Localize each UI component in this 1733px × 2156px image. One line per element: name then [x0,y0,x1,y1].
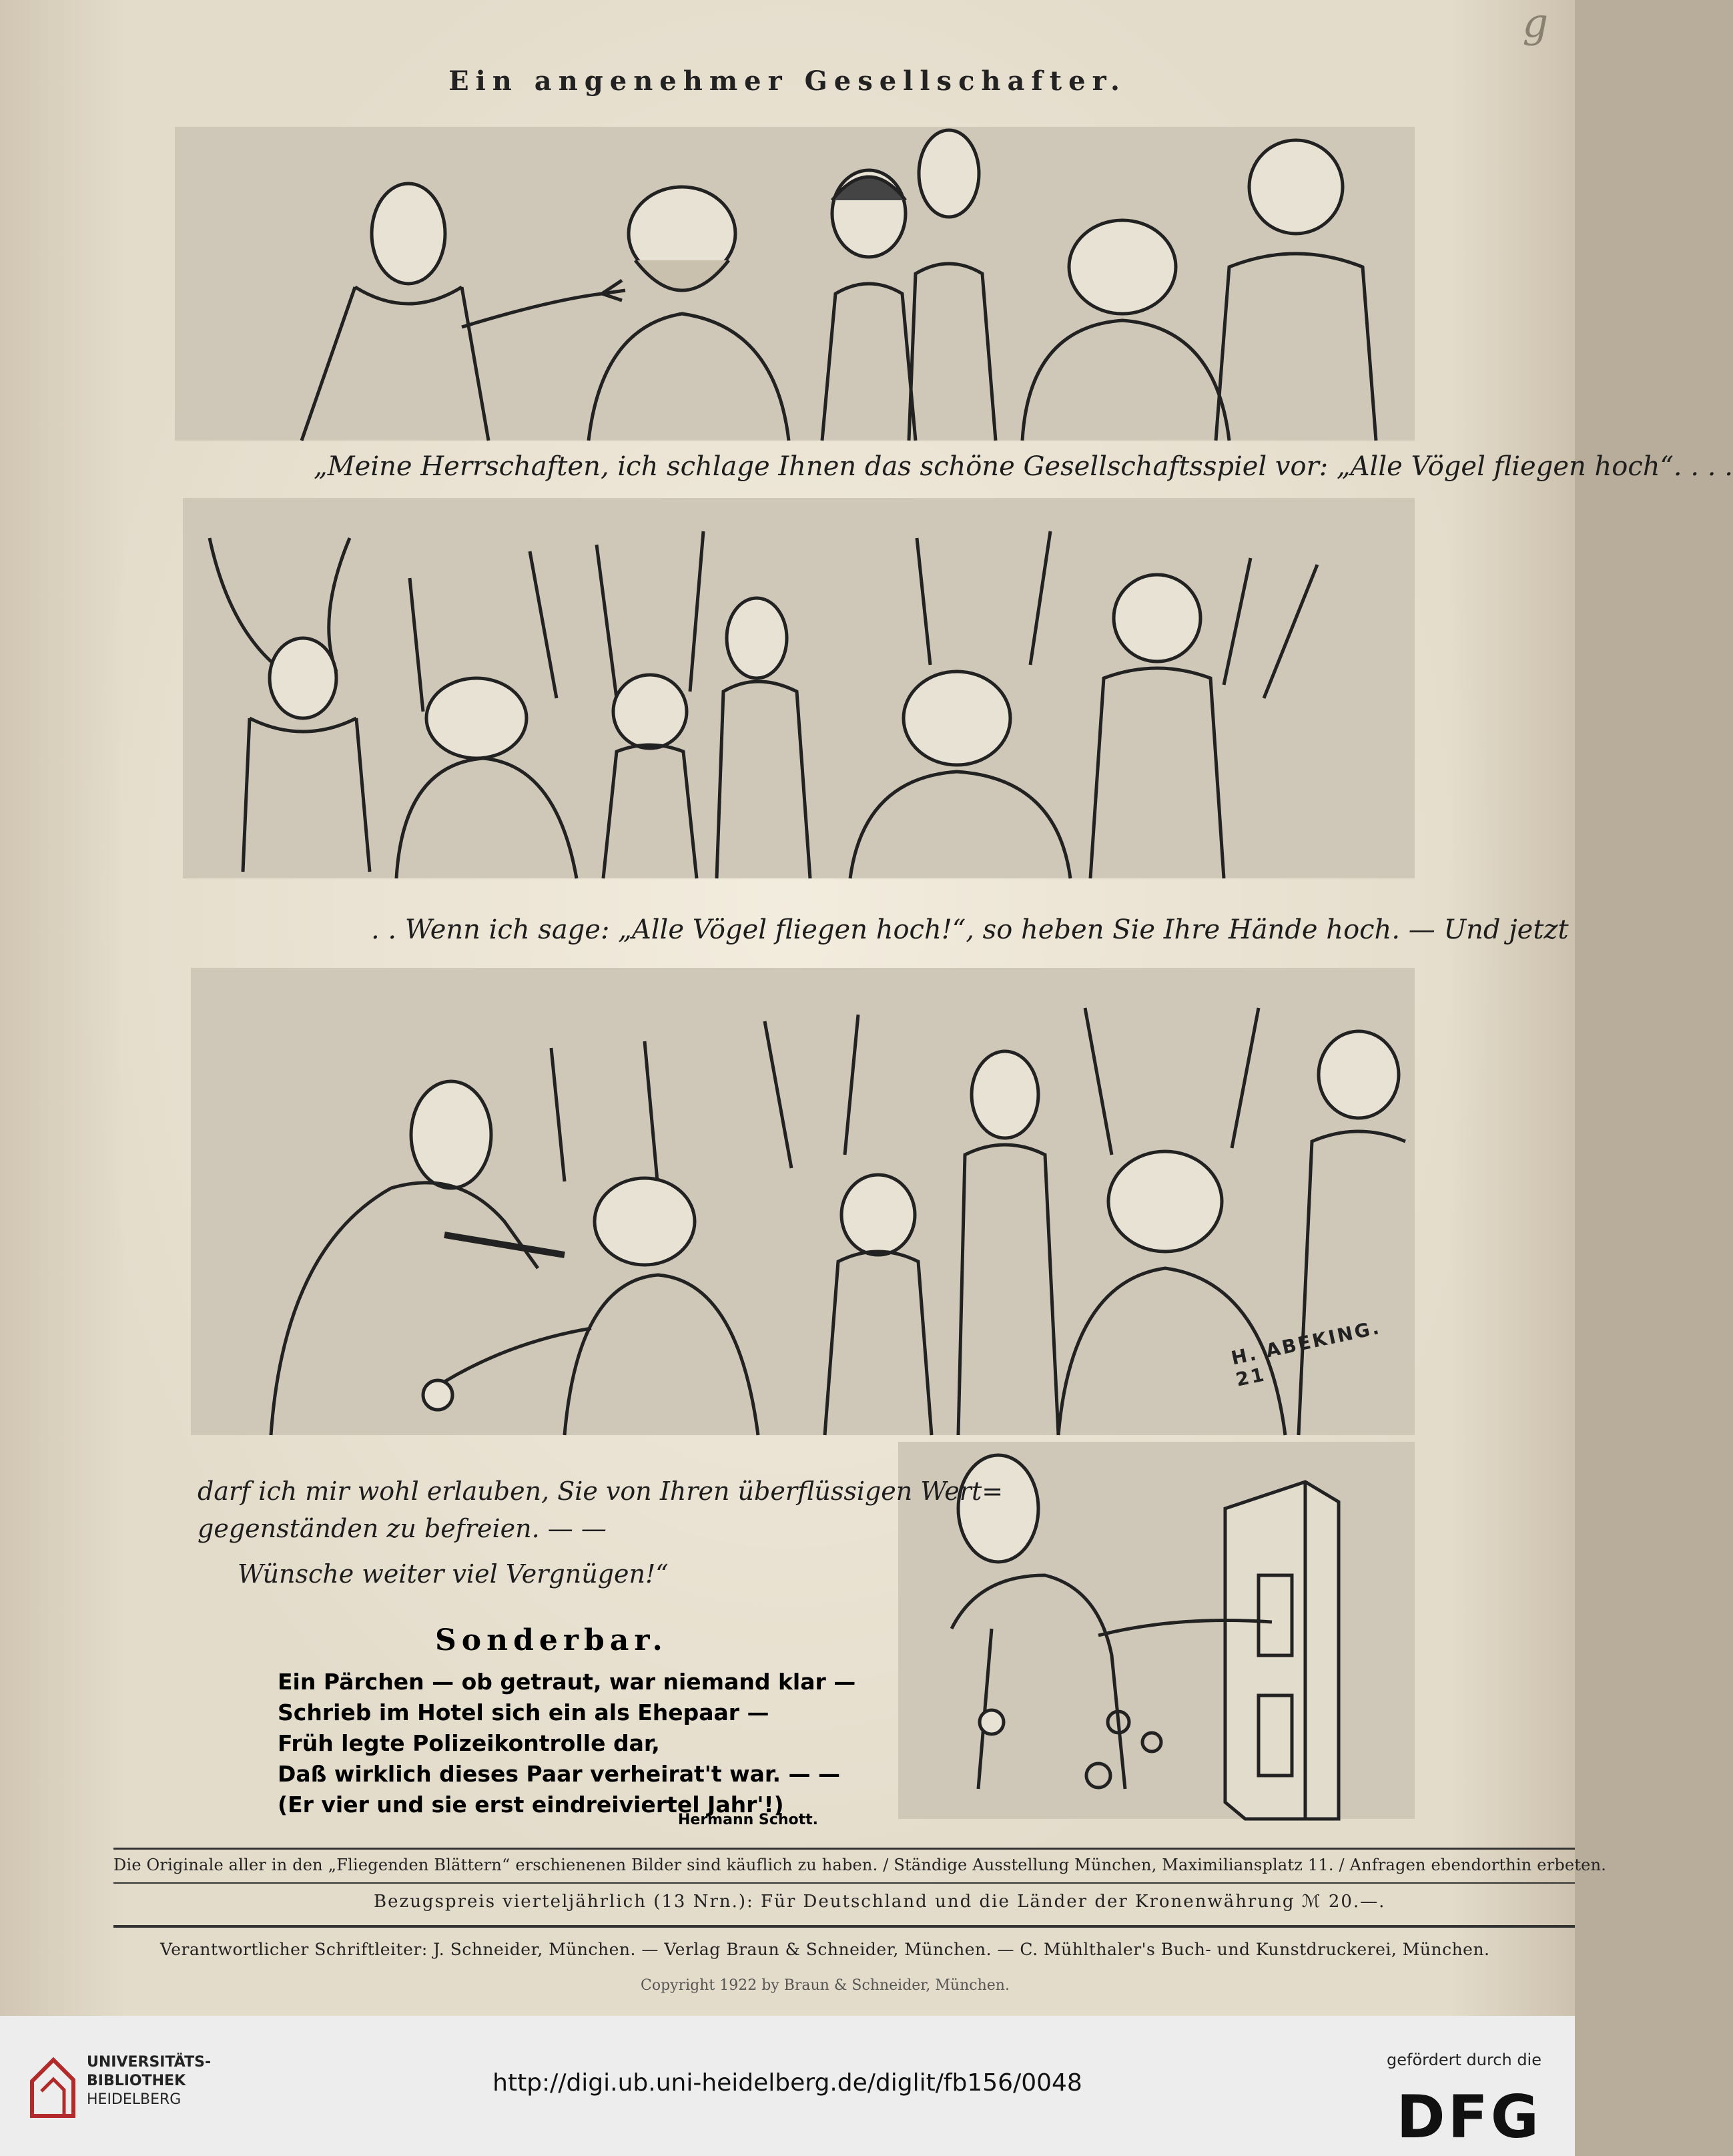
footer-rule-top [113,1848,1575,1850]
library-name-line: BIBLIOTHEK [87,2073,186,2089]
cartoon-illustration-2 [183,498,1415,878]
poem-line: Ein Pärchen — ob getraut, war niemand klar — [278,1669,856,1695]
page-title: Ein angenehmer Gesellschafter. [448,65,1126,97]
viewer-footer-bar [0,2016,1575,2156]
poem-title: Sonderbar. [435,1623,668,1657]
cartoon-illustration-1 [175,127,1415,441]
continuation-line: darf ich mir wohl erlauben, Sie von Ihren überflüssigen Wert= [198,1476,1004,1506]
cartoon-panel-1 [175,127,1415,441]
footer-subscription: Bezugspreis vierteljährlich (13 Nrn.): Für Deutschland und die Länder der Kronenwährung ℳ 20.—. [374,1892,1386,1912]
dfg-logo: DFG [1396,2083,1541,2151]
poem-author: Hermann Schott. [678,1812,818,1828]
footer-rule-middle [113,1882,1575,1884]
poem-line: Früh legte Polizeikontrolle dar, [278,1730,660,1756]
poem-line: Daß wirklich dieses Paar verheirat't war. — — [278,1761,841,1787]
cartoon-illustration-3 [191,968,1415,1435]
continuation-text [198,1472,1003,1593]
library-name-line: HEIDELBERG [87,2091,182,2108]
footer-notice: Die Originale aller in den „Fliegenden Blättern“ erschienenen Bilder sind käuflich zu haben. / Ständige Ausstellung München, Maximiliansplatz 11. / Anfragen ebendorthin erbeten. [113,1856,1607,1874]
cartoon-panel-2 [183,498,1415,878]
continuation-line: gegenständen zu befreien. — — [198,1514,607,1543]
footer-copyright: Copyright 1922 by Braun & Schneider, München. [641,1977,1010,1994]
continuation-line: Wünsche weiter viel Vergnügen!“ [238,1559,669,1589]
artist-signature: H. ABEKING. 21 [1229,1316,1383,1391]
funded-by-label: gefördert durch die [1387,2051,1541,2069]
permalink-url[interactable]: http://digi.ub.uni-heidelberg.de/diglit/fb156/0048 [492,2069,1082,2097]
library-name-line: UNIVERSITÄTS- [87,2054,212,2071]
panel-2-caption: . . Wenn ich sage: „Alle Vögel fliegen hoch!“, so heben Sie Ihre Hände hoch. — Und jetzt [371,914,1569,945]
pencil-mark: g [1522,0,1548,47]
panel-1-caption: „Meine Herrschaften, ich schlage Ihnen das schöne Gesellschaftsspiel vor: „Alle Vögel fliegen hoch“. . . . [314,451,1733,482]
footer-rule-bottom [113,1925,1575,1928]
footer-editor: Verantwortlicher Schriftleiter: J. Schneider, München. — Verlag Braun & Schneider, München. — C. Mühlthaler's Buch- und Kunstdruckerei, München. [160,1940,1490,1959]
poem-line: (Er vier und sie erst eindreiviertel Jahr'!) [278,1792,784,1818]
poem-line: Schrieb im Hotel sich ein als Ehepaar — [278,1699,769,1725]
cartoon-panel-3 [191,968,1415,1435]
